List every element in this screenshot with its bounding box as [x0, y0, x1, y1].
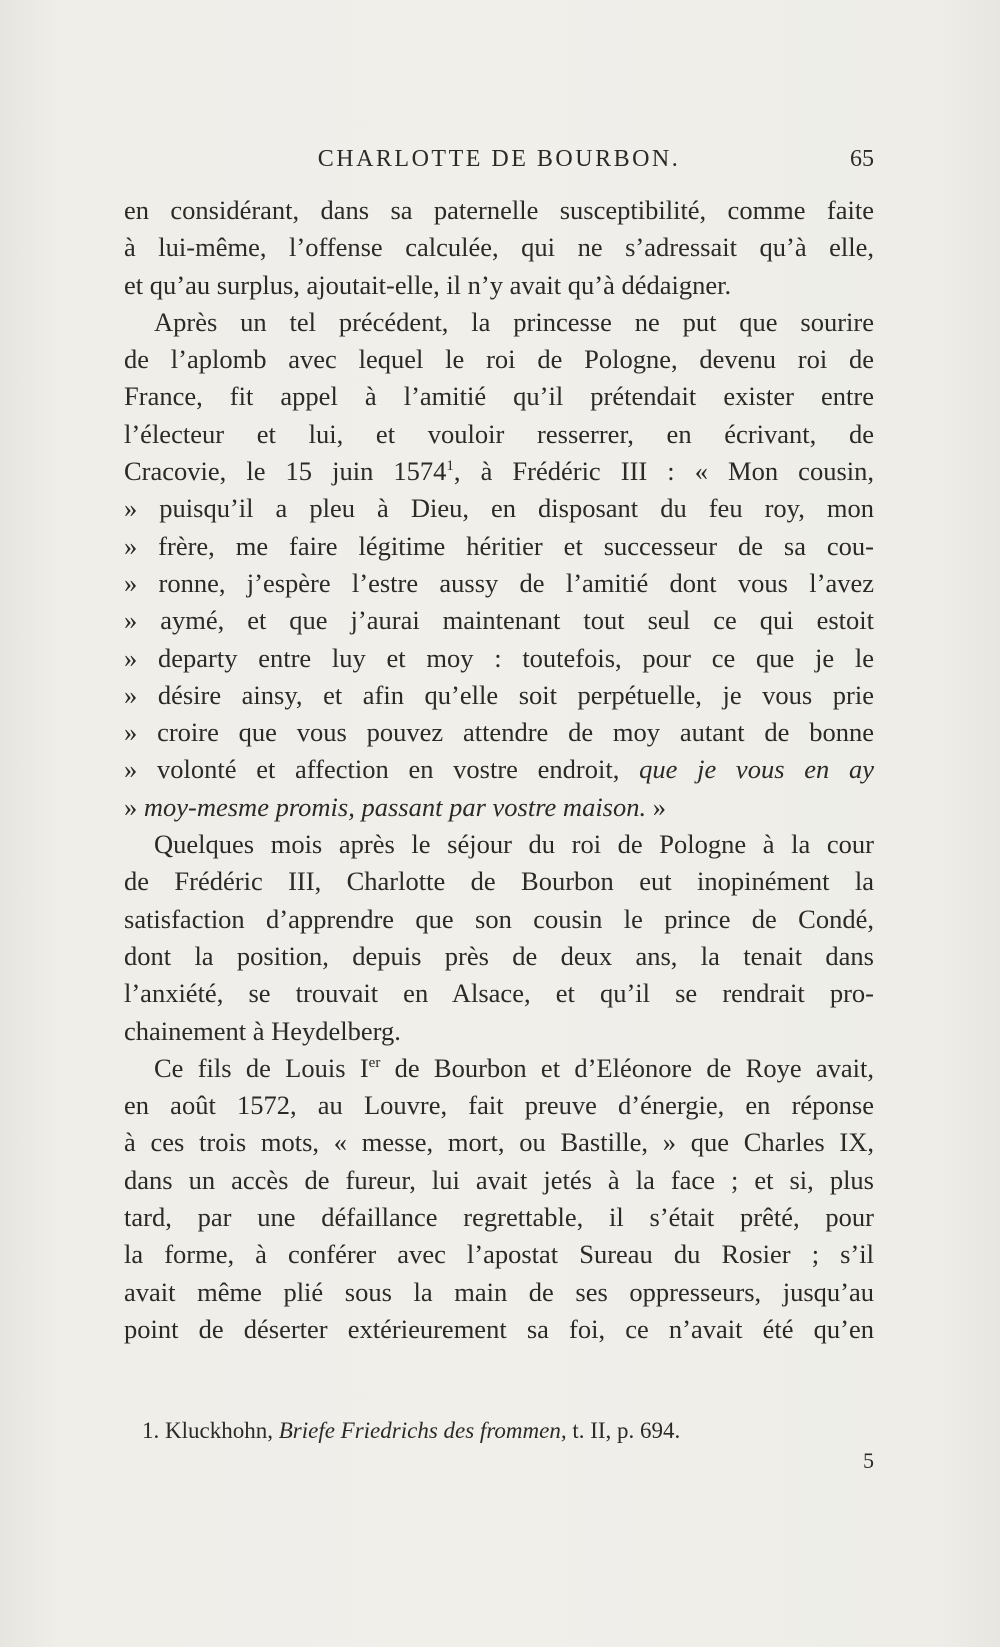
- text-segment: »: [124, 791, 144, 822]
- text-line: avait même plié sous la main de ses oppresseurs, jusqu’au: [124, 1276, 874, 1307]
- text-segment: Ce fils de Louis I: [154, 1052, 369, 1083]
- quote-line: » departy entre luy et moy : toutefois, pour ce que je le: [124, 642, 874, 673]
- superscript: er: [368, 1054, 381, 1071]
- text-line: la forme, à conférer avec l’apostat Sureau du Rosier ; s’il: [124, 1239, 874, 1270]
- italic-segment: moy-mesme promis, passant par vostre maison.: [143, 791, 647, 822]
- text-segment: » volonté et affection en vostre endroit,: [124, 754, 640, 785]
- quote-line: » puisqu’il a pleu à Dieu, en disposant du feu roy, mon: [124, 493, 874, 524]
- paragraph-start-line: Quelques mois après le séjour du roi de Pologne à la cour: [154, 829, 874, 860]
- paragraph-start-line: Après un tel précédent, la princesse ne put que sourire: [154, 306, 874, 337]
- text-segment: , à Frédéric III : « Mon cousin,: [453, 456, 874, 487]
- text-line: dont la position, depuis près de deux ans, la tenait dans: [124, 940, 874, 971]
- text-line: point de déserter extérieurement sa foi, ce n’avait été qu’en: [124, 1313, 874, 1344]
- footnote-ref: t. II, p. 694.: [572, 1418, 681, 1443]
- footnote-title: Briefe Friedrichs des frommen,: [278, 1418, 567, 1443]
- quote-line: » désire ainsy, et afin qu’elle soit perpétuelle, je vous prie: [124, 679, 874, 710]
- text-line: dans un accès de fureur, lui avait jetés à la face ; et si, plus: [124, 1164, 874, 1195]
- running-title: CHARLOTTE DE BOURBON.: [317, 146, 681, 172]
- text-line: de l’aplomb avec lequel le roi de Pologne, devenu roi de: [124, 344, 874, 375]
- text-line: l’électeur et lui, et vouloir resserrer, en écrivant, de: [124, 418, 874, 449]
- text-line: et qu’au surplus, ajoutait-elle, il n’y avait qu’à dédaigner.: [124, 269, 732, 300]
- body-text: [124, 192, 874, 1348]
- page-number: 65: [850, 146, 874, 172]
- text-segment: »: [646, 791, 666, 822]
- quote-line: » frère, me faire légitime héritier et successeur de sa cou-: [124, 530, 874, 561]
- paragraph-start-line: [124, 1050, 874, 1087]
- text-line: chainement à Heydelberg.: [124, 1015, 401, 1046]
- quote-line: » aymé, et que j’aurai maintenant tout seul ce qui estoit: [124, 605, 874, 636]
- text-line: [124, 453, 874, 490]
- text-line: satisfaction d’apprendre que son cousin le prince de Condé,: [124, 903, 874, 934]
- footnote: [142, 1418, 680, 1444]
- footnote-author: Kluckhohn,: [165, 1418, 273, 1443]
- running-head: [124, 146, 874, 176]
- text-line: tard, par une défaillance regrettable, il s’était prêté, pour: [124, 1202, 874, 1233]
- text-line: de Frédéric III, Charlotte de Bourbon eut inopinément la: [124, 866, 874, 897]
- quote-line: [124, 751, 874, 788]
- text-line: en août 1572, au Louvre, fait preuve d’énergie, en réponse: [124, 1090, 874, 1121]
- text-line: à ces trois mots, « messe, mort, ou Bastille, » que Charles IX,: [124, 1127, 874, 1158]
- footnote-ref: 1: [446, 458, 454, 475]
- italic-segment: que je vous en ay: [639, 754, 874, 785]
- text-segment: Cracovie, le 15 juin 1574: [124, 456, 447, 487]
- quote-line: [124, 789, 874, 826]
- signature-mark: 5: [863, 1448, 874, 1473]
- text-line: l’anxiété, se trouvait en Alsace, et qu’il se rendrait pro-: [124, 978, 874, 1009]
- quote-line: » ronne, j’espère l’estre aussy de l’amitié dont vous l’avez: [124, 567, 874, 598]
- quote-line: » croire que vous pouvez attendre de moy autant de bonne: [124, 717, 874, 748]
- text-line: en considérant, dans sa paternelle susceptibilité, comme faite: [124, 195, 874, 225]
- footnote-number: 1.: [142, 1418, 160, 1443]
- text-line: à lui-même, l’offense calculée, qui ne s’adressait qu’à elle,: [124, 232, 874, 263]
- text-segment: de Bourbon et d’Eléonore de Roye avait,: [380, 1052, 875, 1083]
- text-line: France, fit appel à l’amitié qu’il prétendait exister entre: [124, 381, 874, 412]
